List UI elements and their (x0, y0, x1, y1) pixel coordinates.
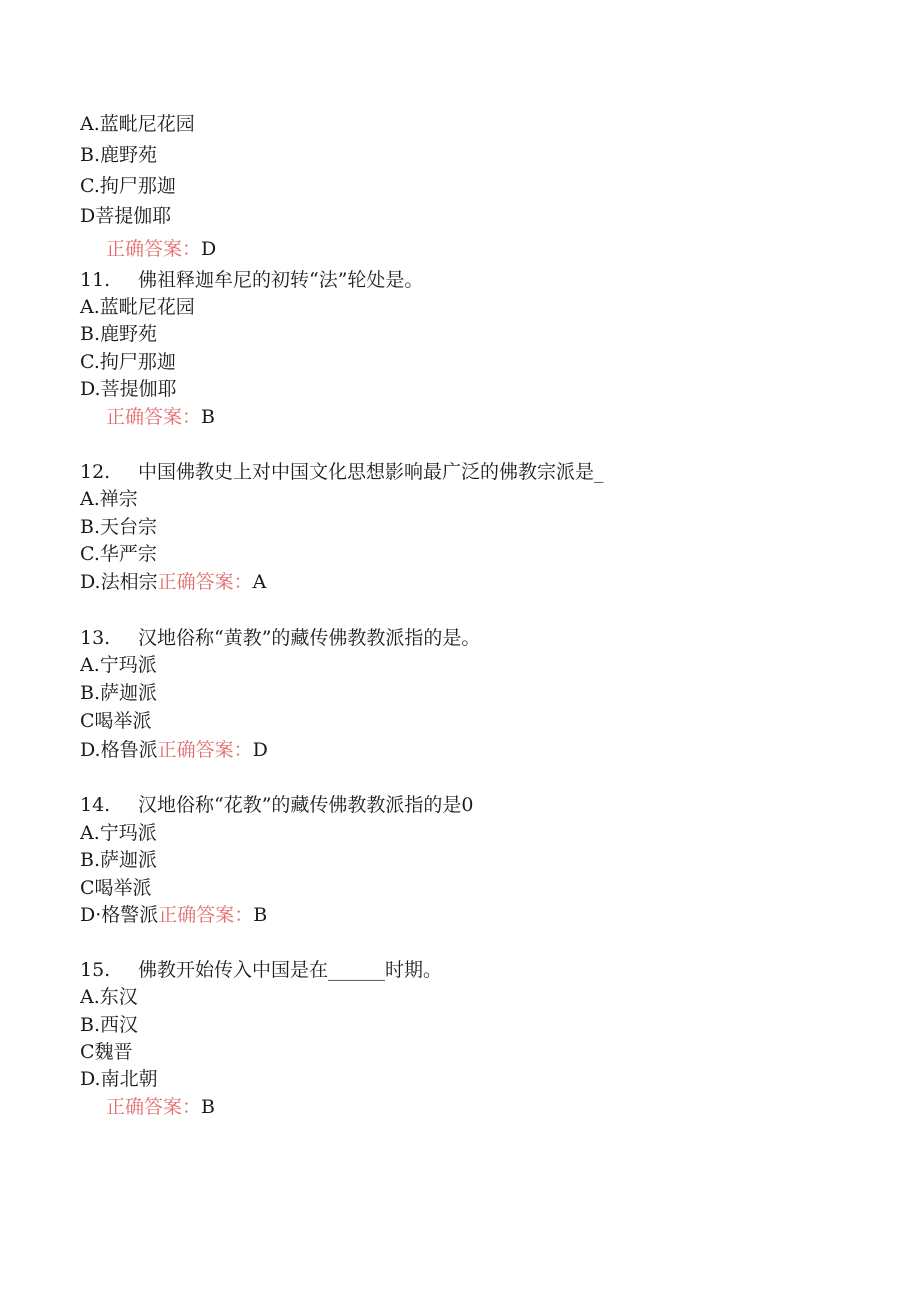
option-b: B.西汉 (80, 1014, 139, 1036)
option-a: A.东汉 (80, 986, 138, 1008)
question-number: 14. (80, 794, 111, 816)
answer-label: 正确答案： (157, 571, 253, 593)
option-d: D.南北朝 (80, 1068, 158, 1090)
option-d-with-answer (80, 738, 268, 762)
answer-label: 正确答案： (158, 904, 254, 926)
option-d: D.法相宗 (80, 571, 158, 593)
question-text: 汉地俗称“黄教”的藏传佛教教派指的是。 (138, 627, 481, 649)
question-text: 汉地俗称“花教”的藏传佛教教派指的是0 (138, 794, 474, 816)
correct-answer (106, 237, 216, 261)
option-b: B.鹿野苑 (80, 144, 158, 166)
answer-label: 正确答案： (106, 238, 202, 260)
option-a: A.宁玛派 (80, 822, 157, 844)
option-d-with-answer (80, 903, 267, 927)
option-c: C.拘尸那迦 (80, 175, 176, 197)
answer-label: 正确答案： (106, 406, 202, 428)
question-11 (80, 268, 423, 292)
answer-value: B (201, 1096, 215, 1118)
question-13 (80, 626, 480, 650)
answer-value: B (253, 904, 268, 926)
option-c: C喝举派 (80, 710, 152, 732)
answer-value: D (201, 238, 217, 260)
answer-value: A (252, 571, 267, 593)
option-d: D菩提伽耶 (80, 205, 172, 227)
correct-answer (158, 904, 267, 926)
option-b: B.萨迦派 (80, 849, 158, 871)
question-text: 佛教开始传入中国是在______时期。 (138, 959, 443, 981)
answer-label: 正确答案： (157, 739, 253, 761)
question-text: 中国佛教史上对中国文化思想影响最广泛的佛教宗派是_ (138, 461, 604, 483)
option-d: D.格鲁派 (80, 739, 158, 761)
question-number: 15. (80, 959, 111, 981)
question-12 (80, 460, 604, 484)
option-c: C喝举派 (80, 877, 152, 899)
correct-answer (158, 571, 267, 593)
option-b: B.萨迦派 (80, 682, 158, 704)
answer-value: B (201, 406, 215, 428)
question-14 (80, 793, 474, 817)
question-number: 13. (80, 627, 111, 649)
correct-answer (106, 1095, 215, 1119)
option-c: C魏晋 (80, 1041, 133, 1063)
option-d: D·格警派 (80, 904, 159, 926)
question-text: 佛祖释迦牟尼的初转“法”轮处是。 (138, 269, 424, 291)
option-d: D.菩提伽耶 (80, 378, 177, 400)
option-c: C.华严宗 (80, 543, 157, 565)
question-number: 12. (80, 461, 111, 483)
option-a: A.宁玛派 (80, 654, 157, 676)
option-c: C.拘尸那迦 (80, 351, 176, 373)
correct-answer (158, 739, 268, 761)
question-15 (80, 958, 442, 982)
option-b: B.鹿野苑 (80, 323, 158, 345)
option-d-with-answer (80, 570, 266, 594)
option-a: A.禅宗 (80, 488, 138, 510)
question-number: 11. (80, 269, 111, 291)
answer-value: D (252, 739, 268, 761)
option-b: B.天台宗 (80, 516, 158, 538)
correct-answer (106, 405, 215, 429)
answer-label: 正确答案： (106, 1096, 202, 1118)
option-a: A.蓝毗尼花园 (80, 113, 195, 135)
option-a: A.蓝毗尼花园 (80, 296, 195, 318)
